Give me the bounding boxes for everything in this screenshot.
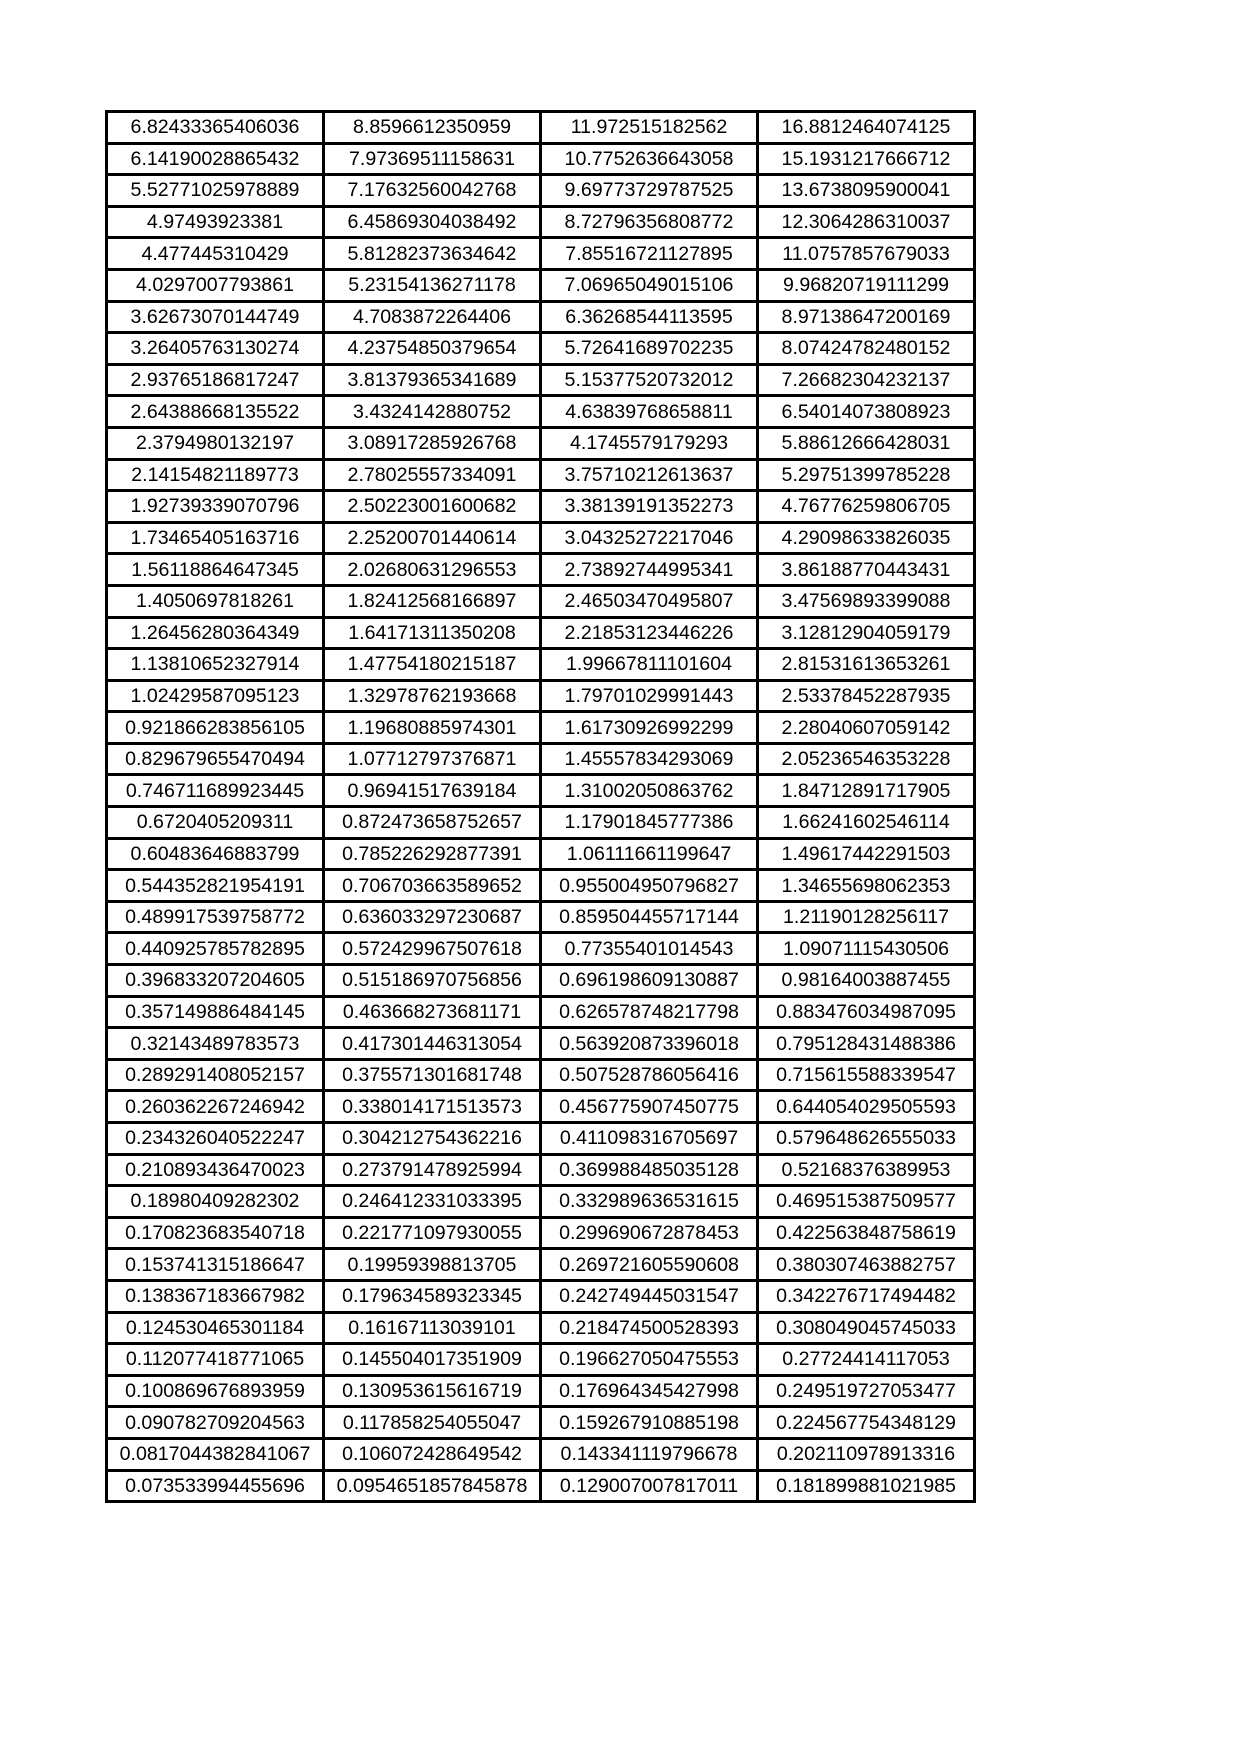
data-table [105, 110, 976, 1503]
table-cell: 0.242749445031547 [541, 1280, 758, 1312]
table-cell: 0.273791478925994 [324, 1154, 541, 1186]
table-cell: 10.7752636643058 [541, 143, 758, 175]
table-row [107, 933, 975, 965]
table-cell: 0.411098316705697 [541, 1123, 758, 1155]
table-cell: 0.489917539758772 [107, 901, 324, 933]
table-row [107, 301, 975, 333]
table-row [107, 1028, 975, 1060]
table-cell: 0.440925785782895 [107, 933, 324, 965]
table-cell: 0.130953615616719 [324, 1375, 541, 1407]
table-cell: 3.08917285926768 [324, 427, 541, 459]
table-cell: 0.955004950796827 [541, 870, 758, 902]
table-cell: 0.234326040522247 [107, 1123, 324, 1155]
table-cell: 7.17632560042768 [324, 175, 541, 207]
table-row [107, 269, 975, 301]
table-cell: 2.05236546353228 [758, 743, 975, 775]
table-cell: 2.21853123446226 [541, 617, 758, 649]
table-cell: 6.36268544113595 [541, 301, 758, 333]
table-row [107, 459, 975, 491]
table-row [107, 1123, 975, 1155]
table-cell: 0.422563848758619 [758, 1217, 975, 1249]
table-cell: 8.72796356808772 [541, 206, 758, 238]
table-cell: 0.260362267246942 [107, 1091, 324, 1123]
table-cell: 13.6738095900041 [758, 175, 975, 207]
table-cell: 0.342276717494482 [758, 1280, 975, 1312]
table-cell: 0.696198609130887 [541, 965, 758, 997]
table-cell: 0.299690672878453 [541, 1217, 758, 1249]
table-cell: 5.81282373634642 [324, 238, 541, 270]
table-cell: 7.06965049015106 [541, 269, 758, 301]
table-row [107, 775, 975, 807]
table-cell: 0.544352821954191 [107, 870, 324, 902]
table-cell: 0.77355401014543 [541, 933, 758, 965]
table-cell: 3.38139191352273 [541, 491, 758, 523]
table-cell: 1.13810652327914 [107, 649, 324, 681]
table-cell: 0.0817044382841067 [107, 1438, 324, 1470]
table-cell: 3.26405763130274 [107, 333, 324, 365]
table-cell: 1.06111661199647 [541, 838, 758, 870]
table-cell: 1.49617442291503 [758, 838, 975, 870]
table-cell: 1.32978762193668 [324, 680, 541, 712]
table-cell: 0.644054029505593 [758, 1091, 975, 1123]
table-cell: 1.19680885974301 [324, 712, 541, 744]
table-cell: 2.93765186817247 [107, 364, 324, 396]
table-cell: 0.338014171513573 [324, 1091, 541, 1123]
table-cell: 0.18980409282302 [107, 1186, 324, 1218]
table-cell: 0.16167113039101 [324, 1312, 541, 1344]
table-cell: 1.4050697818261 [107, 585, 324, 617]
table-cell: 4.7083872264406 [324, 301, 541, 333]
table-cell: 0.181899881021985 [758, 1470, 975, 1502]
table-cell: 3.81379365341689 [324, 364, 541, 396]
table-cell: 7.97369511158631 [324, 143, 541, 175]
table-cell: 0.100869676893959 [107, 1375, 324, 1407]
table-row [107, 807, 975, 839]
table-cell: 16.8812464074125 [758, 112, 975, 144]
table-cell: 0.249519727053477 [758, 1375, 975, 1407]
table-row [107, 1154, 975, 1186]
table-cell: 1.84712891717905 [758, 775, 975, 807]
table-cell: 0.52168376389953 [758, 1154, 975, 1186]
table-cell: 0.19959398813705 [324, 1249, 541, 1281]
table-row [107, 396, 975, 428]
table-cell: 0.221771097930055 [324, 1217, 541, 1249]
table-cell: 0.106072428649542 [324, 1438, 541, 1470]
table-cell: 0.746711689923445 [107, 775, 324, 807]
table-cell: 11.972515182562 [541, 112, 758, 144]
table-cell: 0.921866283856105 [107, 712, 324, 744]
table-cell: 2.02680631296553 [324, 554, 541, 586]
table-cell: 5.15377520732012 [541, 364, 758, 396]
table-cell: 0.572429967507618 [324, 933, 541, 965]
table-cell: 11.0757857679033 [758, 238, 975, 270]
table-cell: 0.138367183667982 [107, 1280, 324, 1312]
table-cell: 5.88612666428031 [758, 427, 975, 459]
table-cell: 4.76776259806705 [758, 491, 975, 523]
table-cell: 0.872473658752657 [324, 807, 541, 839]
table-cell: 3.4324142880752 [324, 396, 541, 428]
table-row [107, 1091, 975, 1123]
table-cell: 3.04325272217046 [541, 522, 758, 554]
table-cell: 1.07712797376871 [324, 743, 541, 775]
table-cell: 2.25200701440614 [324, 522, 541, 554]
table-cell: 0.626578748217798 [541, 996, 758, 1028]
table-cell: 0.60483646883799 [107, 838, 324, 870]
table-row [107, 175, 975, 207]
table-cell: 0.706703663589652 [324, 870, 541, 902]
table-cell: 0.98164003887455 [758, 965, 975, 997]
table-cell: 2.28040607059142 [758, 712, 975, 744]
table-cell: 0.210893436470023 [107, 1154, 324, 1186]
table-cell: 6.82433365406036 [107, 112, 324, 144]
table-cell: 0.6720405209311 [107, 807, 324, 839]
table-cell: 0.380307463882757 [758, 1249, 975, 1281]
table-cell: 4.0297007793861 [107, 269, 324, 301]
table-row [107, 206, 975, 238]
table-cell: 1.82412568166897 [324, 585, 541, 617]
table-cell: 3.12812904059179 [758, 617, 975, 649]
table-cell: 2.3794980132197 [107, 427, 324, 459]
table-cell: 1.56118864647345 [107, 554, 324, 586]
table-row [107, 1438, 975, 1470]
table-cell: 8.8596612350959 [324, 112, 541, 144]
table-cell: 1.61730926992299 [541, 712, 758, 744]
table-cell: 0.112077418771065 [107, 1344, 324, 1376]
table-cell: 1.02429587095123 [107, 680, 324, 712]
table-row [107, 617, 975, 649]
table-cell: 0.636033297230687 [324, 901, 541, 933]
table-cell: 4.477445310429 [107, 238, 324, 270]
table-cell: 0.289291408052157 [107, 1059, 324, 1091]
table-cell: 0.196627050475553 [541, 1344, 758, 1376]
table-cell: 0.124530465301184 [107, 1312, 324, 1344]
table-cell: 0.218474500528393 [541, 1312, 758, 1344]
table-cell: 0.159267910885198 [541, 1407, 758, 1439]
table-cell: 0.143341119796678 [541, 1438, 758, 1470]
table-row [107, 901, 975, 933]
table-cell: 0.32143489783573 [107, 1028, 324, 1060]
table-row [107, 333, 975, 365]
table-cell: 0.507528786056416 [541, 1059, 758, 1091]
table-cell: 5.52771025978889 [107, 175, 324, 207]
table-cell: 0.396833207204605 [107, 965, 324, 997]
table-cell: 12.3064286310037 [758, 206, 975, 238]
table-cell: 1.73465405163716 [107, 522, 324, 554]
table-row [107, 238, 975, 270]
table-cell: 8.07424782480152 [758, 333, 975, 365]
table-cell: 0.795128431488386 [758, 1028, 975, 1060]
table-row [107, 870, 975, 902]
table-cell: 0.153741315186647 [107, 1249, 324, 1281]
table-cell: 2.53378452287935 [758, 680, 975, 712]
table-row [107, 743, 975, 775]
table-cell: 0.224567754348129 [758, 1407, 975, 1439]
table-row [107, 143, 975, 175]
table-cell: 0.469515387509577 [758, 1186, 975, 1218]
table-row [107, 1407, 975, 1439]
table-row [107, 1312, 975, 1344]
table-cell: 1.64171311350208 [324, 617, 541, 649]
table-cell: 0.332989636531615 [541, 1186, 758, 1218]
table-cell: 0.829679655470494 [107, 743, 324, 775]
table-cell: 0.246412331033395 [324, 1186, 541, 1218]
table-row [107, 585, 975, 617]
table-cell: 1.31002050863762 [541, 775, 758, 807]
table-cell: 2.46503470495807 [541, 585, 758, 617]
table-cell: 0.463668273681171 [324, 996, 541, 1028]
table-cell: 0.785226292877391 [324, 838, 541, 870]
table-cell: 8.97138647200169 [758, 301, 975, 333]
table-cell: 3.75710212613637 [541, 459, 758, 491]
table-cell: 1.26456280364349 [107, 617, 324, 649]
table-cell: 0.563920873396018 [541, 1028, 758, 1060]
table-cell: 6.54014073808923 [758, 396, 975, 428]
table-row [107, 1375, 975, 1407]
table-cell: 0.96941517639184 [324, 775, 541, 807]
table-cell: 0.375571301681748 [324, 1059, 541, 1091]
table-row [107, 712, 975, 744]
table-row [107, 1280, 975, 1312]
table-row [107, 554, 975, 586]
table-cell: 0.715615588339547 [758, 1059, 975, 1091]
table-cell: 2.81531613653261 [758, 649, 975, 681]
table-cell: 0.456775907450775 [541, 1091, 758, 1123]
table-cell: 0.304212754362216 [324, 1123, 541, 1155]
table-row [107, 649, 975, 681]
table-cell: 1.45557834293069 [541, 743, 758, 775]
table-cell: 0.090782709204563 [107, 1407, 324, 1439]
table-row [107, 427, 975, 459]
table-cell: 1.34655698062353 [758, 870, 975, 902]
table-cell: 1.99667811101604 [541, 649, 758, 681]
table-cell: 1.21190128256117 [758, 901, 975, 933]
table-cell: 1.79701029991443 [541, 680, 758, 712]
table-row [107, 491, 975, 523]
table-row [107, 1059, 975, 1091]
table-cell: 7.85516721127895 [541, 238, 758, 270]
table-cell: 2.50223001600682 [324, 491, 541, 523]
table-cell: 0.579648626555033 [758, 1123, 975, 1155]
table-cell: 7.26682304232137 [758, 364, 975, 396]
table-cell: 2.14154821189773 [107, 459, 324, 491]
table-row [107, 112, 975, 144]
table-cell: 0.129007007817011 [541, 1470, 758, 1502]
table-row [107, 838, 975, 870]
table-cell: 0.073533994455696 [107, 1470, 324, 1502]
table-row [107, 1344, 975, 1376]
table-cell: 0.27724414117053 [758, 1344, 975, 1376]
table-cell: 0.308049045745033 [758, 1312, 975, 1344]
table-cell: 1.92739339070796 [107, 491, 324, 523]
table-cell: 0.145504017351909 [324, 1344, 541, 1376]
table-cell: 9.96820719111299 [758, 269, 975, 301]
table-row [107, 1249, 975, 1281]
table-cell: 2.78025557334091 [324, 459, 541, 491]
table-row [107, 522, 975, 554]
table-cell: 6.14190028865432 [107, 143, 324, 175]
table-cell: 5.23154136271178 [324, 269, 541, 301]
table-row [107, 1470, 975, 1502]
table-cell: 0.883476034987095 [758, 996, 975, 1028]
table-cell: 0.269721605590608 [541, 1249, 758, 1281]
table-cell: 1.09071115430506 [758, 933, 975, 965]
table-cell: 0.859504455717144 [541, 901, 758, 933]
table-cell: 0.202110978913316 [758, 1438, 975, 1470]
table-cell: 3.62673070144749 [107, 301, 324, 333]
table-cell: 3.47569893399088 [758, 585, 975, 617]
table-cell: 0.117858254055047 [324, 1407, 541, 1439]
table-cell: 9.69773729787525 [541, 175, 758, 207]
table-cell: 1.17901845777386 [541, 807, 758, 839]
table-cell: 3.86188770443431 [758, 554, 975, 586]
table-cell: 6.45869304038492 [324, 206, 541, 238]
table-cell: 0.515186970756856 [324, 965, 541, 997]
table-body [107, 112, 975, 1502]
table-cell: 0.170823683540718 [107, 1217, 324, 1249]
table-cell: 0.0954651857845878 [324, 1470, 541, 1502]
table-cell: 4.29098633826035 [758, 522, 975, 554]
table-row [107, 965, 975, 997]
table-row [107, 1186, 975, 1218]
table-cell: 0.176964345427998 [541, 1375, 758, 1407]
table-row [107, 364, 975, 396]
table-cell: 5.29751399785228 [758, 459, 975, 491]
table-cell: 2.64388668135522 [107, 396, 324, 428]
table-cell: 0.357149886484145 [107, 996, 324, 1028]
table-cell: 2.73892744995341 [541, 554, 758, 586]
table-cell: 1.47754180215187 [324, 649, 541, 681]
table-cell: 1.66241602546114 [758, 807, 975, 839]
table-row [107, 996, 975, 1028]
table-cell: 0.417301446313054 [324, 1028, 541, 1060]
table-cell: 4.23754850379654 [324, 333, 541, 365]
table-cell: 4.63839768658811 [541, 396, 758, 428]
table-cell: 15.1931217666712 [758, 143, 975, 175]
table-cell: 0.179634589323345 [324, 1280, 541, 1312]
table-cell: 4.97493923381 [107, 206, 324, 238]
table-row [107, 680, 975, 712]
table-cell: 5.72641689702235 [541, 333, 758, 365]
table-cell: 4.1745579179293 [541, 427, 758, 459]
table-row [107, 1217, 975, 1249]
table-cell: 0.369988485035128 [541, 1154, 758, 1186]
